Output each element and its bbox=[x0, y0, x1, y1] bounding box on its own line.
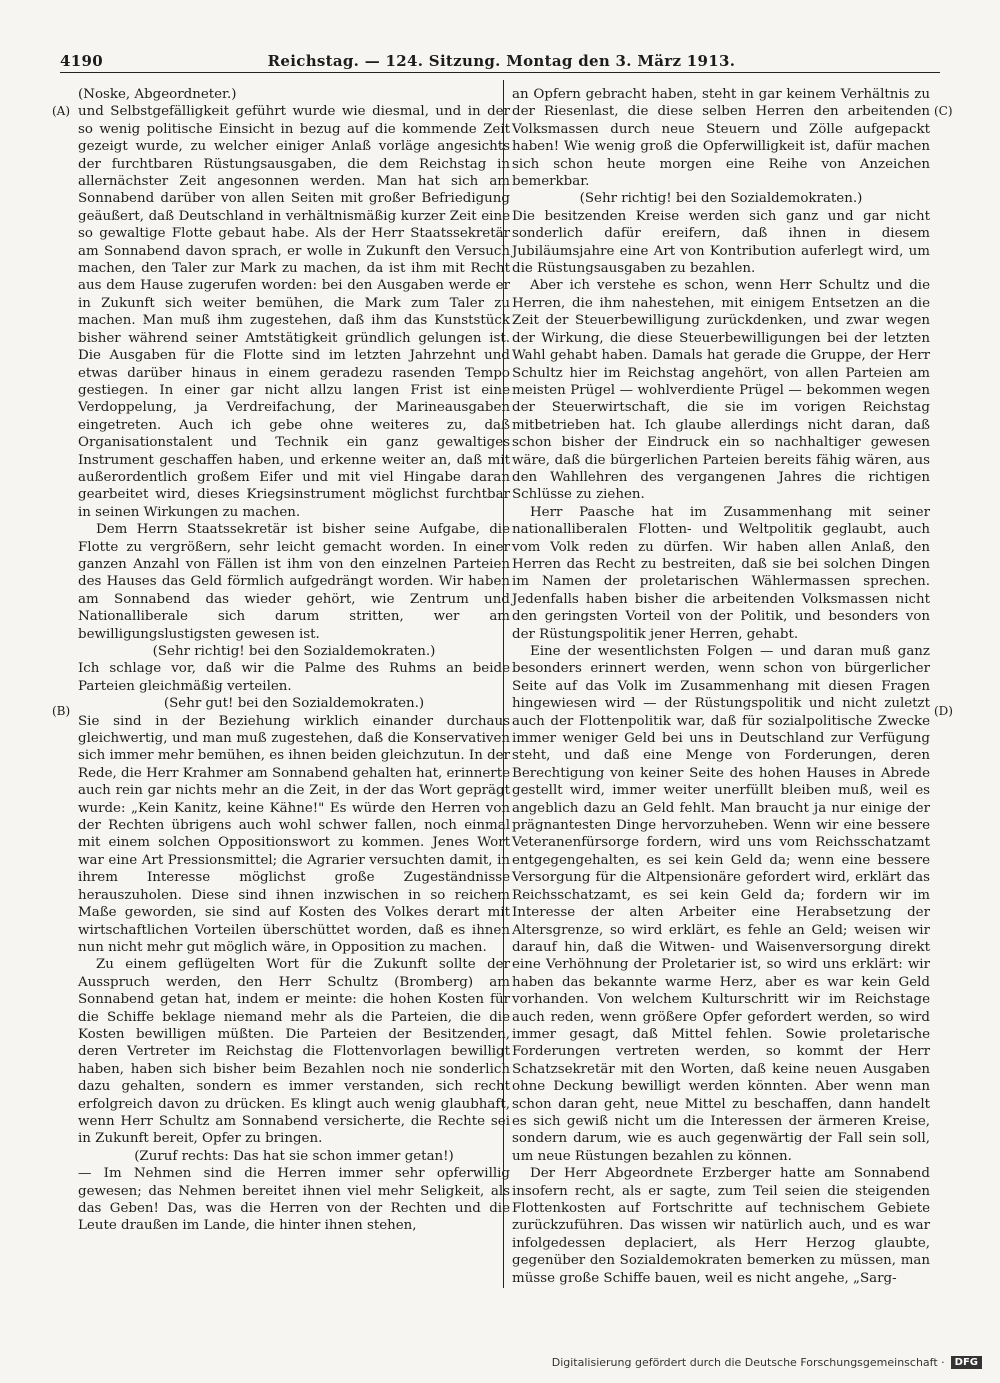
paragraph: Zu einem geflügelten Wort für die Zukunft sollte der Ausspruch werden, den Herr Schultz (Bromberg) am Sonnabend getan hat, indem er meinte: die hohen Kosten für die Schiffe beklage niemand mehr als die Parteien, die die Kosten bewilligen müßten. Die Parteien der Besitzenden, deren Vertreter im Reichstag die Flottenvorlagen bewilligt haben, haben sich bisher beim Bezahlen noch nie sonderlich dazu gehalten, sondern es immer verstanden, sich recht erfolgreich davon zu drücken. Es klingt auch wenig glaubhaft, wenn Herr Schultz am Sonnabend versicherte, die Rechte sei in Zukunft bereit, Opfer zu bringen. bbox=[78, 957, 510, 1147]
margin-marker-c: (C) bbox=[934, 104, 953, 118]
page-header bbox=[60, 44, 940, 70]
dfg-logo: DFG bbox=[951, 1356, 982, 1369]
header-rule bbox=[60, 72, 940, 73]
paragraph: Der Herr Abgeordnete Erzberger hatte am Sonnabend insofern recht, als er sagte, zum Teil seien die steigenden Flottenkosten auf Fortschritte auf technischem Gebiete zurückzuführen. Das wissen wir natürlich auch, und es war infolgedessen deplaciert, als Herr Herzog glaubte, gegenüber den Sozialdemokraten bemerken zu müssen, man müsse große Schiffe bauen, weil es nicht angehe, „Sarg- bbox=[512, 1166, 930, 1286]
paragraph: Ich schlage vor, daß wir die Palme des Ruhms an beide Parteien gleichmäßig verteilen. bbox=[78, 661, 510, 694]
paragraph: — Im Nehmen sind die Herren immer sehr opferwillig gewesen; das Nehmen bereitet ihnen viel mehr Seligkeit, als das Geben! Das, was die Herren von der Rechten und die Leute draußen im Lande, die hinter ihnen stehen, bbox=[78, 1166, 510, 1234]
paragraph: Eine der wesentlichsten Folgen — und daran muß ganz besonders erinnert werden, wenn schon von bürgerlicher Seite auf das Volk im Zusammenhang mit diesen Fragen hingewiesen wird — der Rüstungspolitik und nicht zuletzt auch der Flottenpolitik war, daß für sozialpolitische Zwecke immer weniger Geld bei uns in Deutschland zur Verfügung steht, und daß eine Menge von Forderungen, deren Berechtigung von keiner Seite des hohen Hauses in Abrede gestellt wird, immer weiter unerfüllt bleiben muß, weil es angeblich dazu an Geld fehlt. Man braucht ja nur einige der prägnantesten Dinge hervorzuheben. Wenn wir eine bessere Veteranenfürsorge fordern, wird uns vom Reichsschatzamt entgegengehalten, es sei kein Geld da; wenn eine bessere Versorgung für die Altpensionäre gefordert wird, erklärt das Reichsschatzamt, es sei kein Geld da; fordern wir im Interesse der alten Arbeiter eine Herabsetzung der Altersgrenze, so wird erklärt, es fehle an Geld; weisen wir darauf hin, daß die Witwen- und Waisenversorgung direkt eine Verhöhnung der Proletarier ist, so wird uns erklärt: wir haben das bekannte warme Herz, aber es war kein Geld vorhanden. Von welchem Kulturschritt wir im Reichstage auch reden, wenn größere Opfer gefordert werden, so wird immer gesagt, daß Mittel fehlen. Sowie proletarische Forderungen vertreten werden, so kommt der Herr Schatzsekretär mit den Worten, daß keine neuen Ausgaben ohne Deckung bewilligt werden könnten. Aber wenn man schon daran geht, neue Mittel zu beschaffen, dann handelt es sich gewiß nicht um die Interessen der ärmeren Kreise, sondern darum, wie es auch gegenwärtig der Fall sein soll, um neue Rüstungen bezahlen zu können. bbox=[512, 644, 930, 1164]
interjection: (Sehr gut! bei den Sozialdemokraten.) bbox=[163, 696, 425, 712]
interjection: (Sehr richtig! bei den Sozialdemokraten.) bbox=[152, 644, 436, 659]
footer-credit bbox=[552, 1356, 982, 1369]
paragraph: und Selbstgefälligkeit geführt wurde wie diesmal, und in der so wenig politische Einsicht in bezug auf die kommende Zeit gezeigt wurde, zu welcher einiger Anlaß vorläge angesichts der furchtbaren Rüstungsausgaben, die dem Reichstag in allernächster Zeit angesonnen werden. Man hat sich am Sonnabend darüber von allen Seiten mit großer Befriedigung geäußert, daß Deutschland in verhältnismäßig kurzer Zeit eine so gewaltige Flotte gebaut habe. Als der Herr Staatssekretär am Sonnabend davon sprach, er wolle in Zukunft den Versuch machen, den Taler zur Mark zu machen, da ist ihm mit Recht aus dem Hause zugerufen worden: bei den Ausgaben werde er in Zukunft sich weiter bemühen, die Mark zum Taler zu machen. Man muß ihm zugestehen, daß ihm das Kunststück bisher während seiner Amtstätigkeit gründlich gelungen ist. Die Ausgaben für die Flotte sind im letzten Jahrzehnt und etwas darüber hinaus in einem geradezu rasenden Tempo gestiegen. In einer gar nicht allzu langen Frist ist eine Verdoppelung, ja Verdreifachung, der Marineausgaben eingetreten. Auch ich gebe ohne weiteres zu, daß Organisationstalent und Technik ein ganz gewaltiges Instrument geschaffen haben, und erkenne weiter an, daß mit außerordentlich großem Eifer und mit viel Hingabe daran gearbeitet wird, dieses Kriegsinstrument möglichst furchtbar in seinen Wirkungen zu machen. bbox=[78, 104, 510, 520]
right-column bbox=[512, 86, 930, 1287]
interjection: (Sehr richtig! bei den Sozialdemokraten.) bbox=[579, 191, 863, 207]
paragraph: Dem Herrn Staatssekretär ist bisher seine Aufgabe, die Flotte zu vergrößern, sehr leicht gemacht worden. In einer ganzen Anzahl von Fällen ist ihm von den einzelnen Parteien des Hauses das Geld förmlich aufgedrängt worden. Wir haben am Sonnabend das wieder gehört, wie Zentrum und Nationalliberale sich darum stritten, wer am bewilligungslustigsten gewesen ist. bbox=[78, 522, 510, 642]
running-title: Reichstag. — 124. Sitzung. Montag den 3. März 1913. bbox=[267, 52, 736, 70]
margin-marker-d: (D) bbox=[934, 704, 953, 718]
paragraph: Aber ich verstehe es schon, wenn Herr Schultz und die Herren, die ihm nahestehen, mit einigem Entsetzen an die Zeit der Steuerbewilligung zurückdenken, und zwar wegen der Wirkung, die diese Steuerbewilligungen bei der letzten Wahl gehabt haben. Damals hat gerade die Gruppe, der Herr Schultz hier im Reichstag angehört, von allen Parteien am meisten Prügel — wohlverdiente Prügel — bekommen wegen der Steuerwirtschaft, die sie im vorigen Reichstag mitbetrieben hat. Ich glaube allerdings nicht daran, daß schon bisher der Eindruck ein so nachhaltiger gewesen wäre, daß die bürgerlichen Parteien bereits fähig wären, aus den Wahllehren des vergangenen Jahres die richtigen Schlüsse zu ziehen. bbox=[512, 278, 930, 503]
left-column bbox=[78, 86, 510, 1235]
footer-text: Digitalisierung gefördert durch die Deutsche Forschungsgemeinschaft · bbox=[551, 1356, 945, 1369]
speaker-label: (Noske, Abgeordneter.) bbox=[78, 87, 237, 102]
paragraph: Sie sind in der Beziehung wirklich einander durchaus gleichwertig, und man muß zugestehen, daß die Konservativen sich immer mehr bemühen, es ihnen beiden gleichzutun. In der Rede, die Herr Krahmer am Sonnabend gehalten hat, erinnerte auch rein gar nichts mehr an die Zeit, in der das Wort geprägt wurde: „Kein Kanitz, keine Kähne!" Es würde den Herren von der Rechten übrigens auch wohl schwer fallen, noch einmal mit einem solchen Oppositionswort zu kommen. Jenes Wort war eine Art Pressionsmittel; die Agrarier versuchten damit, in ihrem Interesse möglichst große Zugeständnisse herauszuholen. Diese sind ihnen inzwischen in so reichem Maße geworden, sie sind auf Kosten des Volkes derart mit wirtschaftlichen Vorteilen überschüttet worden, daß es ihnen nun nicht mehr gut möglich wäre, in Opposition zu machen. bbox=[78, 713, 510, 955]
paragraph: Herr Paasche hat im Zusammenhang mit seiner nationalliberalen Flotten- und Weltpolitik geglaubt, auch vom Volk reden zu dürfen. Wir haben allen Anlaß, den Herren das Recht zu bestreiten, daß sie bei solchen Dingen im Namen der proletarischen Wählermassen sprechen. Jedenfalls haben bisher die arbeitenden Volksmassen nicht den geringsten Vorteil von der Politik, und besonders von der Rüstungspolitik jener Herren, gehabt. bbox=[512, 504, 930, 642]
paragraph: Die besitzenden Kreise werden sich ganz und gar nicht sonderlich dafür ereifern, daß ihnen in diesem Jubiläumsjahre eine Art von Kontribution auferlegt wird, um die Rüstungsausgaben zu bezahlen. bbox=[512, 208, 930, 277]
margin-marker-b: (B) bbox=[52, 704, 71, 718]
margin-marker-a: (A) bbox=[52, 104, 71, 118]
paragraph: an Opfern gebracht haben, steht in gar keinem Verhältnis zu der Riesenlast, die diese selben Herren den arbeitenden Volksmassen durch neue Steuern und Zölle aufgepackt haben! Wie wenig groß die Opferwilligkeit ist, dafür machen sich schon heute morgen eine Reihe von Anzeichen bemerkbar. bbox=[512, 87, 930, 190]
page-number: 4190 bbox=[60, 52, 103, 70]
interjection: (Zuruf rechts: Das hat sie schon immer getan!) bbox=[134, 1148, 454, 1164]
